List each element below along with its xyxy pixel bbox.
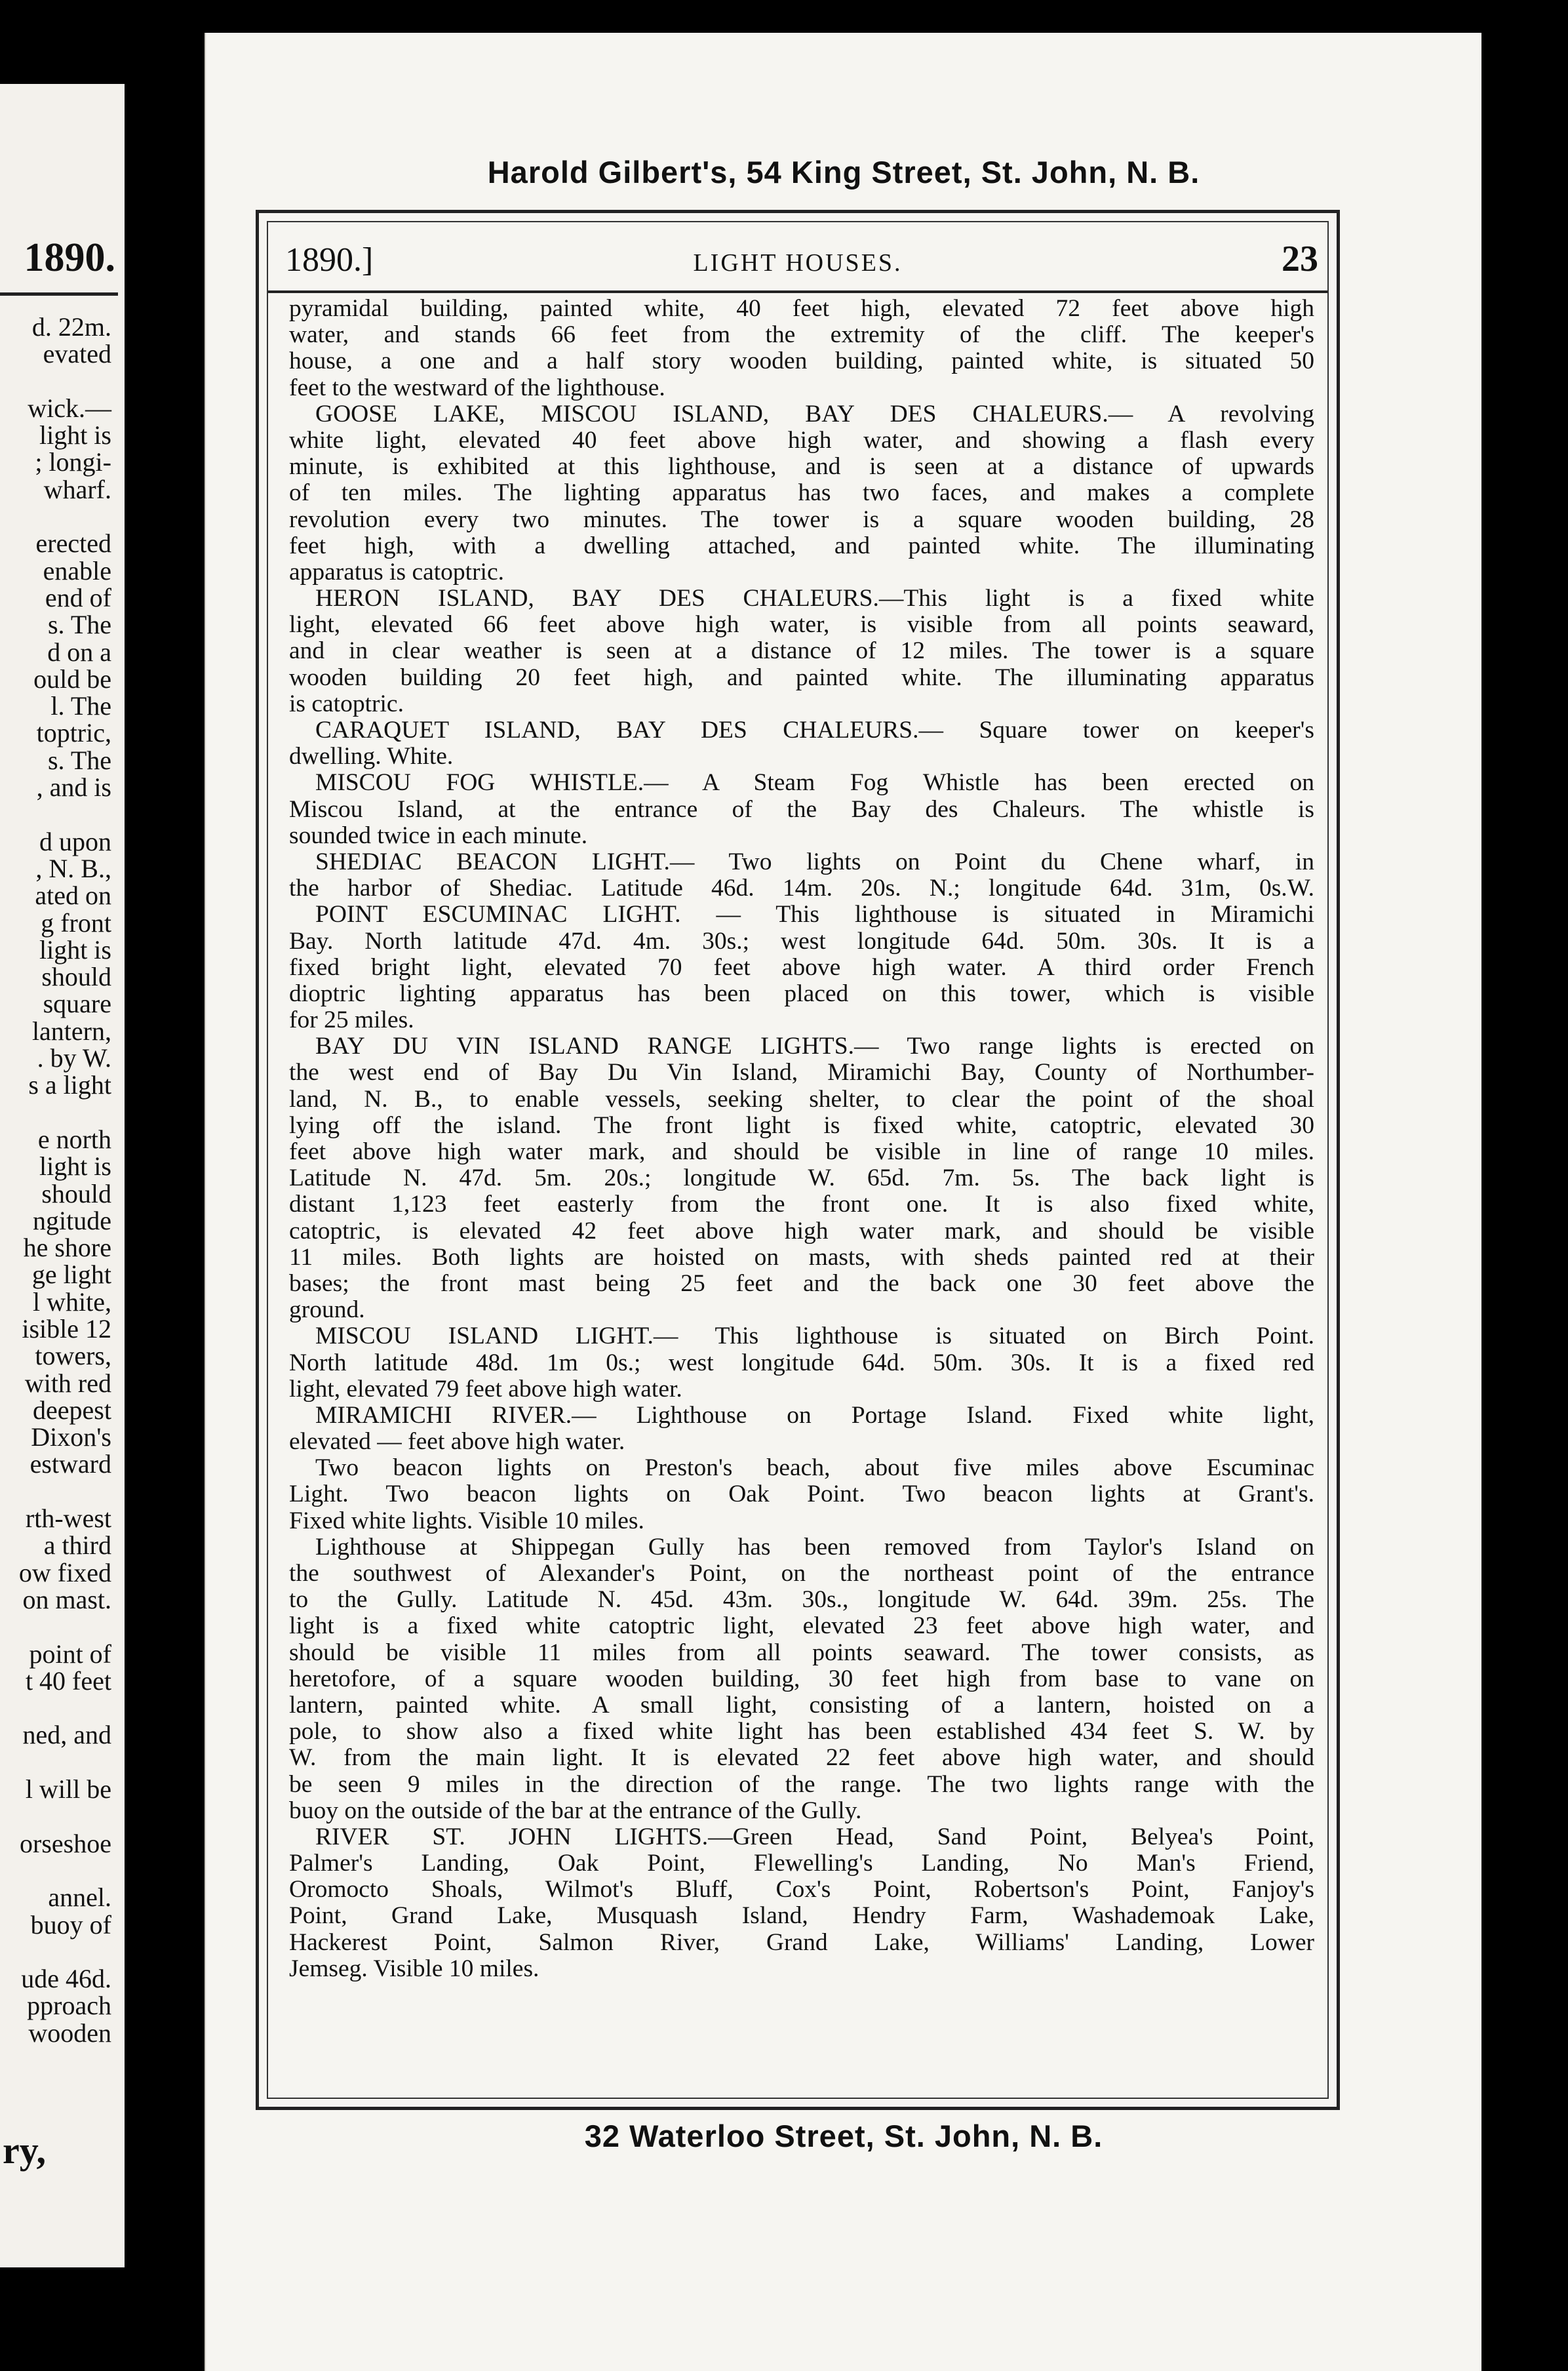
left-page-line: ated on	[35, 881, 111, 911]
left-page-line: g front	[41, 907, 111, 938]
text-line: heretofore, of a square wooden building, 30 feet high from base to vane on	[289, 1665, 1314, 1692]
left-page-line	[3, 1478, 111, 1505]
left-page-line: ow fixed	[18, 1557, 111, 1587]
text-line: Hackerest Point, Salmon River, Grand Lake, Williams' Landing, Lower	[289, 1929, 1314, 1956]
text-line: land, N. B., to enable vessels, seeking shelter, to clear the point of the shoal	[289, 1086, 1314, 1113]
text-line: Latitude N. 47d. 5m. 20s.; longitude W. 65d. 7m. 5s. The back light is	[289, 1165, 1314, 1192]
left-page-line	[3, 1099, 111, 1126]
text-line: bases; the front mast being 25 feet and the back one 30 feet above the	[289, 1270, 1314, 1297]
text-line: W. from the main light. It is elevated 22 feet above high water, and should	[289, 1745, 1314, 1772]
text-line: be seen 9 miles in the direction of the range. The two lights range with the	[289, 1771, 1314, 1798]
left-page-line: lantern,	[31, 1016, 111, 1046]
text-line: Bay. North latitude 47d. 4m. 30s.; west longitude 64d. 50m. 30s. It is a	[289, 928, 1314, 955]
left-page-line: ould be	[33, 664, 111, 694]
text-line: Jemseg. Visible 10 miles.	[289, 1955, 539, 1982]
left-page-line: ; longi-	[35, 447, 111, 477]
page-frame	[256, 210, 1340, 2110]
left-page-line: should	[41, 962, 111, 992]
text-line: apparatus is catoptric.	[289, 559, 504, 586]
left-page-line: , N. B.,	[35, 853, 111, 883]
left-page-line: wooden	[28, 2018, 111, 2048]
left-page-bottom-text: ry,	[3, 2129, 47, 2172]
left-page-line	[3, 1613, 111, 1640]
left-page-line: ude 46d.	[21, 1964, 111, 1994]
text-line: water, and stands 66 feet from the extremity of the cliff. The keeper's	[289, 322, 1314, 349]
text-line: Miscou Island, at the entrance of the Bay des Chaleurs. The whistle is	[289, 796, 1314, 823]
left-page-line: t 40 feet	[25, 1665, 111, 1696]
left-page-text	[3, 313, 111, 2046]
text-line: wooden building 20 feet high, and painted white. The illuminating apparatus	[289, 664, 1314, 691]
left-page-line: he shore	[23, 1233, 111, 1263]
text-line: pole, to show also a fixed white light has been established 434 feet S. W. by	[289, 1719, 1314, 1745]
text-line: of ten miles. The lighting apparatus has two faces, and makes a complete	[289, 480, 1314, 507]
text-line: should be visible 11 miles from all points seaward. The tower consists, as	[289, 1639, 1314, 1666]
left-page-line: evated	[43, 339, 111, 369]
text-line: feet above high water mark, and should be visible in line of range 10 miles.	[289, 1139, 1314, 1165]
left-page-line: enable	[43, 555, 111, 586]
left-facing-page	[0, 84, 125, 2267]
header-year: 1890.]	[285, 241, 374, 279]
left-page-line	[3, 1694, 111, 1721]
text-line: sounded twice in each minute.	[289, 822, 588, 849]
text-line: and in clear weather is seen at a distance of 12 miles. The tower is a square	[289, 638, 1314, 665]
left-page-line: end of	[45, 582, 111, 612]
left-page-line: e north	[37, 1124, 111, 1154]
text-line: MISCOU FOG WHISTLE.— A Steam Fog Whistle has been erected on	[315, 770, 1314, 797]
text-line: Palmer's Landing, Oak Point, Flewelling's Landing, No Man's Friend,	[289, 1850, 1314, 1877]
left-page-line: d upon	[39, 826, 111, 856]
text-line: CARAQUET ISLAND, BAY DES CHALEURS.— Square tower on keeper's	[315, 717, 1314, 744]
left-page-line: toptric,	[36, 718, 111, 748]
left-page-line: Dixon's	[31, 1422, 111, 1452]
left-page-rule	[0, 292, 118, 296]
text-line: minute, is exhibited at this lighthouse, and is seen at a distance of upwards	[289, 454, 1314, 481]
text-line: Light. Two beacon lights on Oak Point. Two beacon lights at Grant's.	[289, 1481, 1314, 1508]
left-page-line: d. 22m.	[31, 312, 111, 342]
left-page-line: wick.—	[28, 393, 111, 423]
left-page-line: light is	[39, 1151, 111, 1182]
text-line: catoptric, is elevated 42 feet above high water mark, and should be visible	[289, 1218, 1314, 1245]
text-line: SHEDIAC BEACON LIGHT.— Two lights on Point du Chene wharf, in	[315, 848, 1314, 875]
text-line: dioptric lighting apparatus has been placed on this tower, which is visible	[289, 980, 1314, 1007]
text-line: revolution every two minutes. The tower is a square wooden building, 28	[289, 506, 1314, 533]
text-line: POINT ESCUMINAC LIGHT. — This lighthouse is situated in Miramichi	[315, 902, 1314, 928]
left-page-line: rth-west	[25, 1504, 111, 1534]
text-line: lantern, painted white. A small light, consisting of a lantern, hoisted on a	[289, 1692, 1314, 1719]
text-line: light, elevated 79 feet above high water.	[289, 1376, 682, 1403]
text-line: Fixed white lights. Visible 10 miles.	[289, 1507, 644, 1534]
left-page-line: , and is	[36, 772, 111, 803]
text-line: the harbor of Shediac. Latitude 46d. 14m. 20s. N.; longitude 64d. 31m, 0s.W.	[289, 875, 1314, 902]
text-line: feet to the westward of the lighthouse.	[289, 374, 665, 401]
text-line: feet high, with a dwelling attached, and painted white. The illuminating	[289, 532, 1314, 559]
bottom-advertisement: 32 Waterloo Street, St. John, N. B.	[584, 2119, 1103, 2153]
left-page-line: on mast.	[22, 1584, 111, 1614]
left-page-year: 1890.	[24, 235, 115, 280]
text-line: light, elevated 66 feet above high water, is visible from all points seaward,	[289, 612, 1314, 639]
left-page-line	[3, 1938, 111, 1965]
text-line: buoy on the outside of the bar at the entrance of the Gully.	[289, 1797, 862, 1824]
text-line: Two beacon lights on Preston's beach, about five miles above Escuminac	[315, 1455, 1314, 1482]
left-page-line: ned, and	[22, 1720, 111, 1750]
body-text	[289, 296, 1314, 1982]
text-line: BAY DU VIN ISLAND RANGE LIGHTS.— Two range lights is erected on	[315, 1033, 1314, 1060]
text-line: dwelling. White.	[289, 744, 454, 770]
top-advertisement: Harold Gilbert's, 54 King Street, St. John, N. B.	[487, 155, 1200, 189]
left-page-line	[3, 503, 111, 530]
left-page-line: l. The	[50, 691, 111, 721]
left-page-line: s. The	[47, 610, 111, 640]
text-line: MIRAMICHI RIVER.— Lighthouse on Portage Island. Fixed white light,	[315, 1402, 1314, 1429]
left-page-line: . by W.	[37, 1043, 111, 1073]
left-page-line: light is	[39, 934, 111, 965]
left-page-line: l white,	[33, 1286, 111, 1317]
left-page-line: wharf.	[43, 474, 111, 504]
left-page-line: deepest	[33, 1395, 111, 1425]
text-line: Oromocto Shoals, Wilmot's Bluff, Cox's Point, Robertson's Point, Fanjoy's	[289, 1877, 1314, 1903]
header-title: LIGHT HOUSES.	[693, 249, 903, 277]
text-line: white light, elevated 40 feet above high water, and showing a flash every	[289, 427, 1314, 454]
text-line: RIVER ST. JOHN LIGHTS.—Green Head, Sand Point, Belyea's Point,	[315, 1823, 1314, 1850]
left-page-line	[3, 1803, 111, 1829]
text-line: 11 miles. Both lights are hoisted on masts, with sheds painted red at their	[289, 1244, 1314, 1271]
text-line: elevated — feet above high water.	[289, 1429, 625, 1456]
left-page-line: d on a	[47, 637, 111, 667]
page-number: 23	[1282, 239, 1318, 279]
text-line: is catoptric.	[289, 690, 404, 717]
text-line: light is a fixed white catoptric light, elevated 23 feet above high water, and	[289, 1613, 1314, 1640]
text-line: house, a one and a half story wooden building, painted white, is situated 50	[289, 348, 1314, 375]
left-page-line	[3, 801, 111, 827]
text-line: lying off the island. The front light is fixed white, catoptric, elevated 30	[289, 1112, 1314, 1139]
left-page-line: ge light	[31, 1260, 111, 1290]
page-frame-inner	[267, 221, 1329, 2099]
left-page-line: s. The	[47, 745, 111, 775]
left-page-line: isible 12	[22, 1313, 111, 1344]
left-page-line: s a light	[28, 1070, 111, 1100]
text-line: the west end of Bay Du Vin Island, Miramichi Bay, County of Northumber-	[289, 1060, 1314, 1086]
text-line: HERON ISLAND, BAY DES CHALEURS.—This light is a fixed white	[315, 586, 1314, 612]
left-page-line: ngitude	[33, 1205, 111, 1235]
text-line: GOOSE LAKE, MISCOU ISLAND, BAY DES CHALEURS.— A revolving	[315, 401, 1314, 428]
text-line: the southwest of Alexander's Point, on the northeast point of the entrance	[289, 1561, 1314, 1587]
left-page-line: annel.	[48, 1883, 111, 1913]
left-page-line: orseshoe	[20, 1828, 111, 1858]
left-page-line: towers,	[35, 1341, 111, 1371]
text-line: fixed bright light, elevated 70 feet above high water. A third order French	[289, 954, 1314, 981]
text-line: Point, Grand Lake, Musquash Island, Hendry Farm, Washademoak Lake,	[289, 1903, 1314, 1930]
left-page-line: square	[43, 989, 111, 1019]
running-header	[268, 222, 1327, 293]
left-page-line	[3, 1749, 111, 1776]
left-page-line	[3, 1857, 111, 1884]
text-line: North latitude 48d. 1m 0s.; west longitude 64d. 50m. 30s. It is a fixed red	[289, 1349, 1314, 1376]
text-line: Lighthouse at Shippegan Gully has been removed from Taylor's Island on	[315, 1534, 1314, 1561]
left-page-line: light is	[39, 420, 111, 450]
text-line: ground.	[289, 1297, 365, 1324]
left-page-line: buoy of	[30, 1909, 111, 1940]
left-page-line: estward	[29, 1449, 111, 1479]
left-page-line	[3, 368, 111, 395]
text-line: to the Gully. Latitude N. 45d. 43m. 30s., longitude W. 64d. 39m. 25s. The	[289, 1587, 1314, 1614]
left-page-line: point of	[29, 1639, 111, 1669]
left-page-line: with red	[24, 1368, 111, 1398]
left-page-line: l will be	[25, 1774, 111, 1804]
main-page	[205, 33, 1481, 2371]
left-page-line: a third	[43, 1530, 111, 1561]
left-page-line: should	[41, 1178, 111, 1208]
text-line: pyramidal building, painted white, 40 feet high, elevated 72 feet above high	[289, 296, 1314, 322]
left-page-line: erected	[35, 528, 111, 559]
text-line: distant 1,123 feet easterly from the front one. It is also fixed white,	[289, 1191, 1314, 1218]
text-line: for 25 miles.	[289, 1007, 414, 1034]
text-line: MISCOU ISLAND LIGHT.— This lighthouse is situated on Birch Point.	[315, 1323, 1314, 1350]
left-page-line: pproach	[27, 1991, 111, 2021]
